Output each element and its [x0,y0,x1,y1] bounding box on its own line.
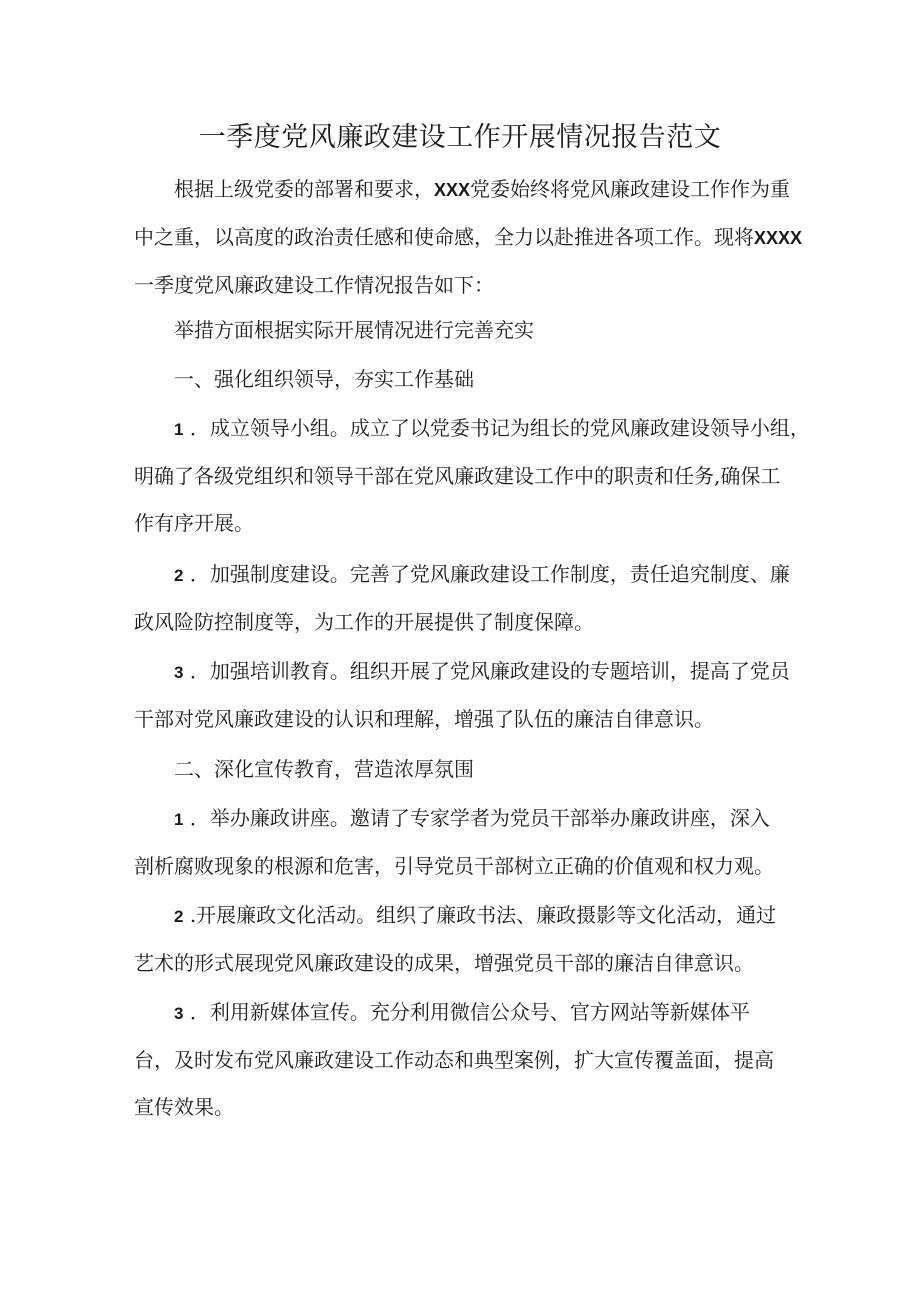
s1-item2-number: 2 [174,566,184,585]
s1-item3-number: 3 [174,663,184,682]
measures-note-text: 举措方面根据实际开展情况进行完善充实 [174,318,534,342]
s1-item2-text-1: ．加强制度建设。完善了党风廉政建设工作制度，责任追究制度、廉 [183,562,790,586]
s2-item3-text-1: ．利用新媒体宣传。充分利用微信公众号、官方网站等新媒体平 [183,1000,750,1024]
section-2-heading-text: 二、深化宣传教育，营造浓厚氛围 [174,757,474,781]
s1-item1-number: 1 [174,420,184,439]
s2-item2-number: 2 [174,907,184,926]
s1-item3-line-2: 干部对党风廉政建设的认识和理解，增强了队伍的廉洁自律意识。 [134,707,714,731]
section-2-item-3 [134,989,798,1131]
s2-item1-text-1: ．举办廉政讲座。邀请了专家学者为党员干部举办廉政讲座，深入 [183,806,770,830]
section-1-heading [134,356,798,403]
s1-item2-line-1 [134,551,798,599]
s2-item1-line-2: 剖析腐败现象的根源和危害，引导党员干部树立正确的价值观和权力观。 [134,854,774,878]
section-1-item-1 [134,405,810,547]
s2-item1-number: 1 [174,810,184,829]
section-1-heading-text: 一、强化组织领导，夯实工作基础 [174,367,474,391]
intro-paragraph [134,166,803,309]
s2-item2-line-1 [134,892,798,940]
intro-placeholder-xxx: XXX [434,180,471,200]
document-title: 一季度党风廉政建设工作开展情况报告范文 [198,122,722,153]
section-1-item-2 [134,551,798,646]
s2-item3-number: 3 [174,1004,184,1023]
s2-item1-line-1 [134,795,798,843]
intro-line-3: 一季度党风廉政建设工作情况报告如下： [134,273,494,297]
s1-item3-text-1: ．加强培训教育。组织开展了党风廉政建设的专题培训，提高了党员 [183,659,790,683]
s2-item2-text-1: .开展廉政文化活动。组织了廉政书法、廉政摄影等文化活动，通过 [183,903,777,927]
s2-item2-line-2: 艺术的形式展现党风廉政建设的成果，增强党员干部的廉洁自律意识。 [134,951,754,975]
intro-text-a: 根据上级党委的部署和要求， [174,177,434,201]
s2-item3-line-2: 台，及时发布党风廉政建设工作动态和典型案例，扩大宣传覆盖面，提高 [134,1048,774,1072]
intro-line-2 [134,214,803,262]
intro-placeholder-xxxx: XXXX [754,228,803,248]
measures-note [134,307,798,354]
intro-text-c: 党委始终将党风廉政建设工作作为重 [470,177,791,201]
s2-item3-line-3: 宣传效果。 [134,1095,234,1119]
s1-item3-line-1 [134,648,798,696]
s1-item1-line-1 [134,405,810,453]
s2-item3-line-1 [134,989,798,1037]
s1-item2-line-2: 政风险防控制度等，为工作的开展提供了制度保障。 [134,610,594,634]
intro-text-2a: 中之重，以高度的政治责任感和使命感，全力以赴推进各项工作。现将 [134,225,754,249]
intro-line-1 [134,166,798,214]
s1-item1-text-1: ．成立领导小组。成立了以党委书记为组长的党风廉政建设领导小组， [183,416,810,440]
s1-item1-line-2: 明确了各级党组织和领导干部在党风廉政建设工作中的职责和任务,确保工 [134,464,781,488]
s1-item1-line-3: 作有序开展。 [134,511,254,535]
section-1-item-3 [134,648,798,743]
section-2-item-2 [134,892,798,987]
section-2-item-1 [134,795,798,890]
section-2-heading [134,746,798,793]
